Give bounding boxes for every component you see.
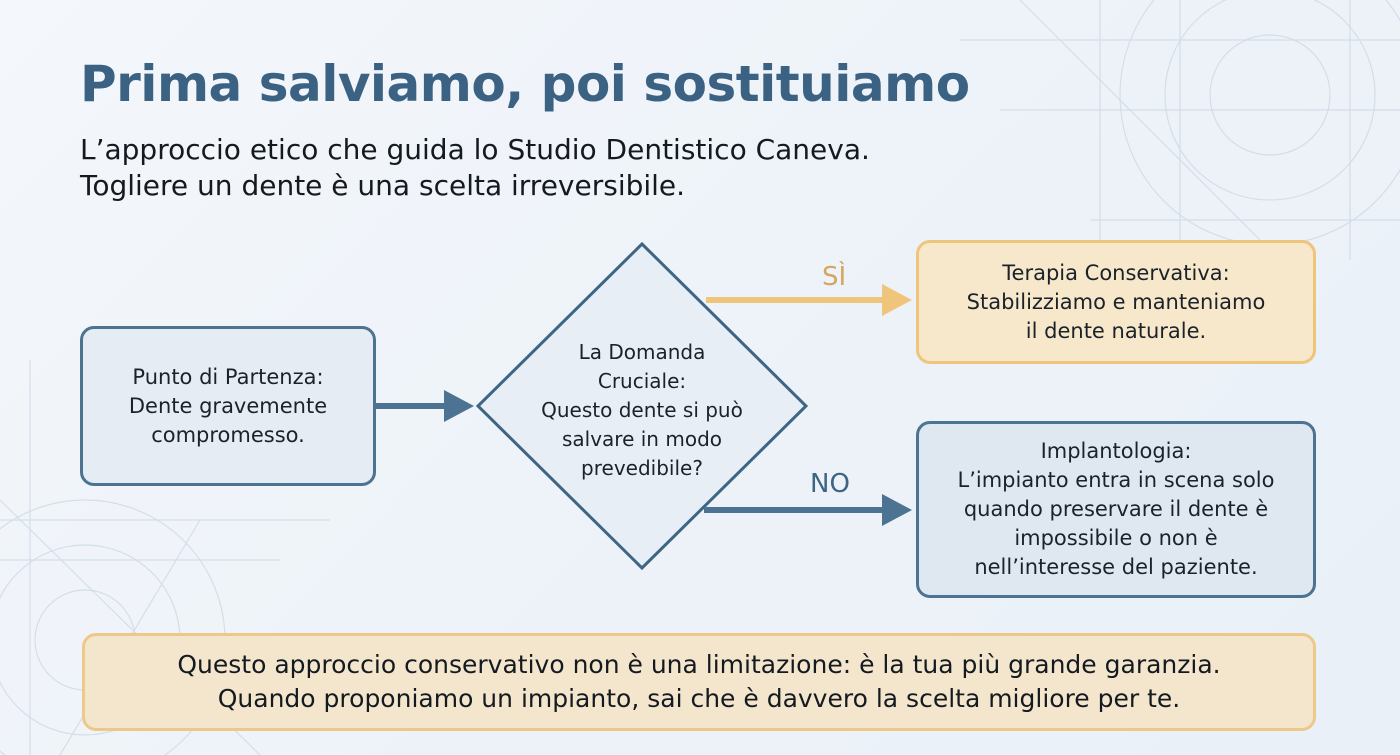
banner-line: Questo approccio conservativo non è una limitazione: è la tua più grande garanzia. [177, 650, 1221, 679]
subtitle-line: L’approccio etico che guida lo Studio Dentistico Caneva. [80, 133, 870, 166]
decision-line: Questo dente si può [541, 398, 743, 422]
no-outcome-line: quando preservare il dente è [963, 497, 1269, 521]
no-label: NO [810, 469, 850, 499]
start-line: Dente gravemente [128, 393, 328, 418]
conservative-therapy-box [916, 240, 1316, 364]
no-outcome-line: impossibile o non è [1014, 526, 1218, 550]
start-to-decision-arrow [376, 390, 474, 422]
decision-line: La Domanda [578, 340, 706, 364]
yes-label: SÌ [822, 262, 847, 292]
guarantee-banner [82, 633, 1316, 731]
decision-line: prevedibile? [581, 456, 703, 480]
yes-outcome-line: Terapia Conservativa: [1002, 260, 1230, 285]
banner-line: Quando proponiamo un impianto, sai che è davvero la scelta migliore per te. [217, 684, 1181, 713]
decision-line: Cruciale: [597, 369, 687, 393]
start-line: compromesso. [151, 422, 305, 447]
no-outcome-line: L’impianto entra in scena solo [957, 468, 1275, 492]
decision-text [532, 338, 752, 483]
yes-arrow [706, 284, 912, 316]
decision-line: salvare in modo [561, 427, 722, 451]
no-outcome-line: nell’interesse del paziente. [974, 555, 1258, 579]
start-box [80, 326, 376, 486]
subtitle-line: Togliere un dente è una scelta irreversibile. [80, 169, 686, 202]
no-arrow [704, 494, 912, 526]
yes-outcome-line: Stabilizziamo e manteniamo [966, 289, 1266, 314]
page-title: Prima salviamo, poi sostituiamo [80, 55, 970, 113]
no-outcome-line: Implantologia: [1040, 439, 1192, 463]
implantology-box [916, 421, 1316, 598]
yes-outcome-line: il dente naturale. [1025, 318, 1207, 343]
start-line: Punto di Partenza: [132, 364, 324, 389]
